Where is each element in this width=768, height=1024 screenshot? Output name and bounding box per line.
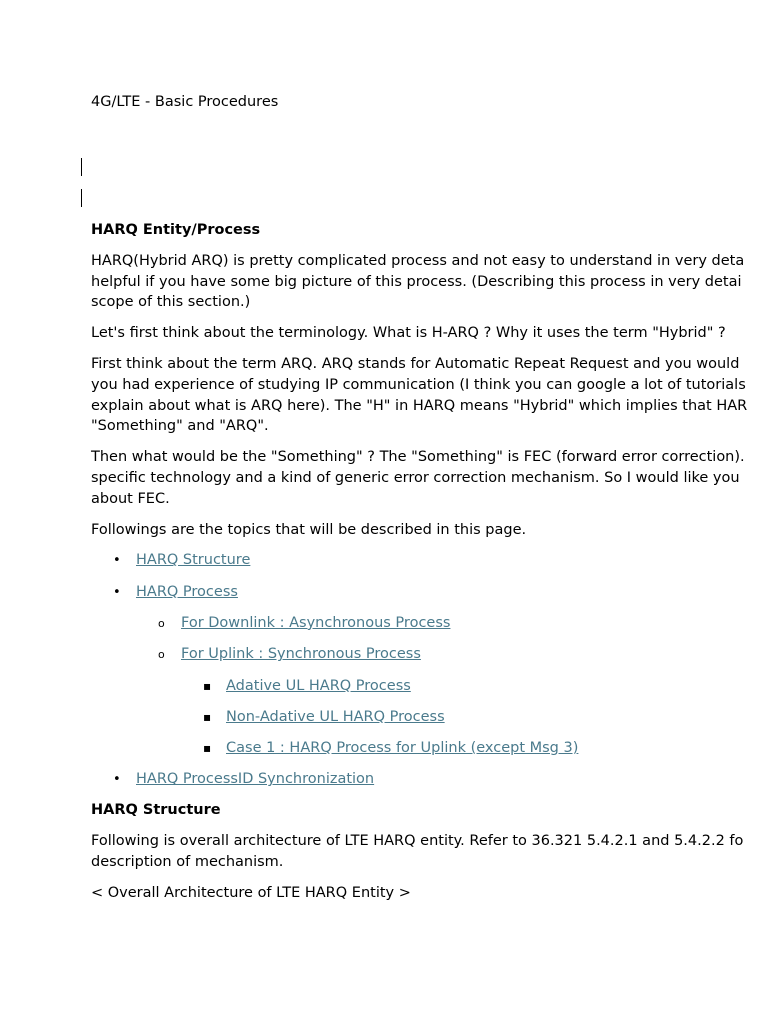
- disc-bullet-icon: [113, 550, 121, 572]
- square-bullet-icon: [203, 707, 211, 728]
- list-item: [181, 707, 768, 728]
- list-item: [91, 550, 768, 571]
- arq-paragraph: [91, 354, 768, 437]
- disc-bullet-icon: [113, 582, 121, 604]
- text-line: specific technology and a kind of generic error correction mechanism. So I would like you: [91, 469, 740, 486]
- text-line: you had experience of studying IP communication (I think you can google a lot of tutorials: [91, 376, 746, 393]
- text-line: about FEC.: [91, 490, 170, 507]
- disc-bullet-icon: [113, 769, 121, 791]
- list-item: [181, 738, 768, 759]
- toc-link-adaptive-ul[interactable]: Adative UL HARQ Process: [226, 677, 411, 694]
- intro-paragraph: [91, 251, 768, 313]
- topic-sublist: [136, 613, 768, 759]
- square-bullet-icon: [203, 676, 211, 697]
- document-body: [91, 220, 768, 913]
- toc-link-downlink-async[interactable]: For Downlink : Asynchronous Process: [181, 614, 451, 631]
- text-line: Following is overall architecture of LTE HARQ entity. Refer to 36.321 5.4.2.1 and 5.4.2.2 fo: [91, 833, 744, 850]
- document-header: 4G/LTE - Basic Procedures: [91, 94, 279, 110]
- topics-intro: Followings are the topics that will be described in this page.: [91, 521, 527, 538]
- square-bullet-icon: [203, 738, 211, 759]
- toc-link-uplink-sync[interactable]: For Uplink : Synchronous Process: [181, 646, 421, 663]
- architecture-paragraph: [91, 831, 768, 873]
- figure-caption: < Overall Architecture of LTE HARQ Entity >: [91, 884, 411, 901]
- circle-bullet-icon: [158, 644, 165, 666]
- topic-subsublist: [181, 676, 768, 759]
- list-item: [136, 644, 768, 759]
- list-item: [91, 582, 768, 759]
- fec-paragraph: [91, 447, 768, 509]
- toc-link-non-adaptive-ul[interactable]: Non-Adative UL HARQ Process: [226, 708, 445, 725]
- list-item: [181, 676, 768, 697]
- text-line: First think about the term ARQ. ARQ stands for Automatic Repeat Request and you would: [91, 355, 740, 372]
- list-item: [136, 613, 768, 634]
- text-cursor-mark: [81, 189, 82, 207]
- text-line: scope of this section.): [91, 294, 251, 311]
- list-item: [91, 769, 768, 790]
- text-line: Then what would be the "Something" ? The "Something" is FEC (forward error correction).: [91, 449, 745, 466]
- toc-link-processid-sync[interactable]: HARQ ProcessID Synchronization: [136, 771, 375, 788]
- text-line: helpful if you have some big picture of this process. (Describing this process in very detai: [91, 273, 742, 290]
- topic-list: [91, 550, 768, 790]
- section-heading-harq-structure: HARQ Structure: [91, 802, 221, 819]
- toc-link-case1-uplink[interactable]: Case 1 : HARQ Process for Uplink (except Msg 3): [226, 740, 579, 757]
- text-line: HARQ(Hybrid ARQ) is pretty complicated process and not easy to understand in very deta: [91, 252, 745, 269]
- text-cursor-mark: [81, 158, 82, 176]
- text-line: explain about what is ARQ here). The "H" in HARQ means "Hybrid" which implies that HAR: [91, 397, 748, 414]
- toc-link-harq-structure[interactable]: HARQ Structure: [136, 552, 251, 569]
- terminology-paragraph: Let's first think about the terminology. What is H-ARQ ? Why it uses the term "Hybrid" ?: [91, 325, 726, 342]
- text-line: "Something" and "ARQ".: [91, 418, 269, 435]
- toc-link-harq-process[interactable]: HARQ Process: [136, 583, 238, 600]
- circle-bullet-icon: [158, 613, 165, 635]
- section-heading-harq-entity: HARQ Entity/Process: [91, 222, 261, 238]
- text-line: description of mechanism.: [91, 853, 284, 870]
